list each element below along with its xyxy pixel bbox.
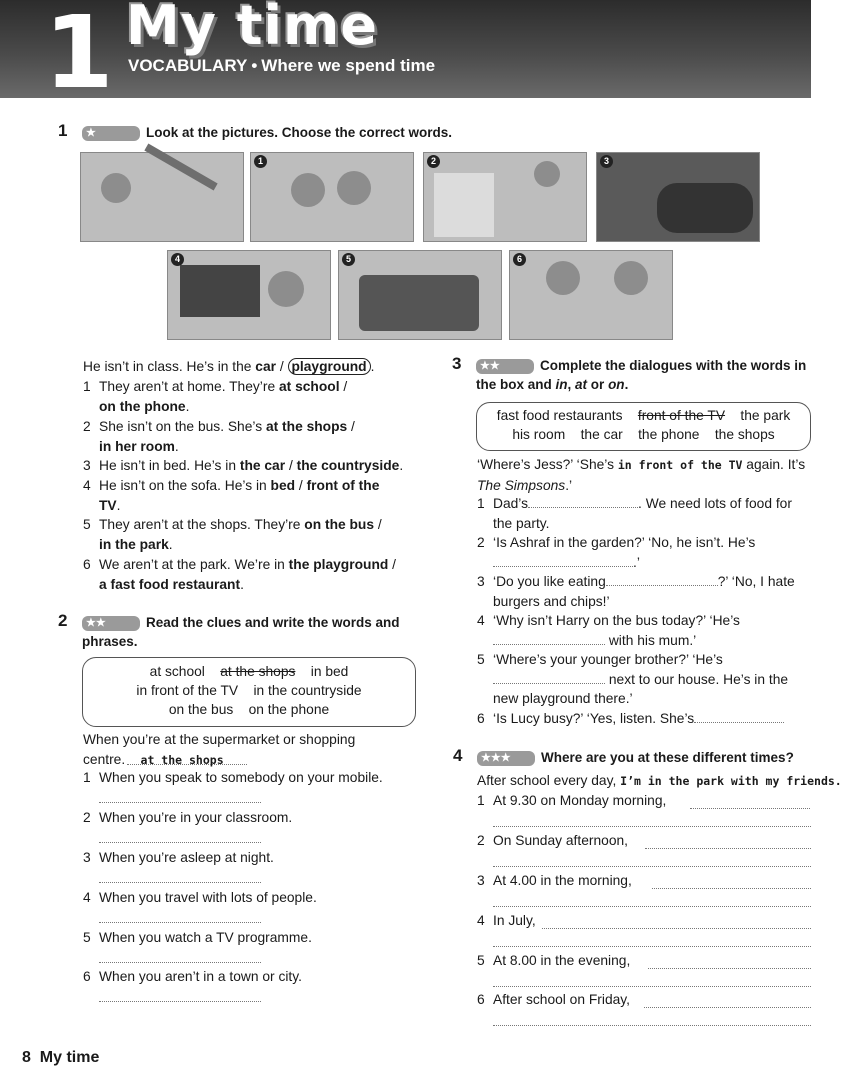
item-number: 6 xyxy=(477,711,485,726)
item-text: They aren’t at the shops. They’re xyxy=(99,517,305,532)
example-end: . xyxy=(370,359,375,374)
ex2-item-4 xyxy=(83,888,423,908)
item-text: He isn’t in bed. He’s in xyxy=(99,458,240,473)
item-text: Dad’s xyxy=(493,496,529,511)
picture-4-tv xyxy=(167,250,331,340)
box-word: at school xyxy=(149,664,205,679)
section-separator: • xyxy=(251,56,258,75)
option-2[interactable]: in the park xyxy=(99,536,169,552)
ex2-item-6 xyxy=(83,967,423,987)
item-text: When you’re asleep at night. xyxy=(99,850,274,865)
box-word: the car xyxy=(580,427,623,442)
example-answer: in front of the TV xyxy=(617,458,743,472)
item-number: 4 xyxy=(83,890,91,905)
item-text: ‘Where’s your younger brother?’ ‘He’s xyxy=(493,652,723,667)
answer-line xyxy=(127,764,247,765)
answer-line[interactable] xyxy=(493,946,811,947)
answer-line[interactable] xyxy=(690,808,810,809)
unit-header xyxy=(0,0,811,111)
item-number: 4 xyxy=(477,613,485,628)
exercise-3-instruction xyxy=(476,356,811,394)
picture-label: 5 xyxy=(342,253,355,266)
option-separator: / xyxy=(347,419,355,434)
picture-label: 4 xyxy=(171,253,184,266)
box-word: the park xyxy=(740,408,791,423)
option-1[interactable]: the playground xyxy=(288,557,389,572)
item-text: ‘Why isn’t Harry on the bus today?’ ‘He’s xyxy=(493,613,740,628)
item-end: . xyxy=(240,576,244,592)
box-word: in front of the TV xyxy=(136,683,239,698)
item-number: 2 xyxy=(83,419,91,434)
example-answer: I’m in the park with my friends. xyxy=(620,774,842,788)
exercise-4-example xyxy=(477,771,842,792)
box-word-used: at the shops xyxy=(220,664,296,679)
box-word-used: front of the TV xyxy=(637,408,726,423)
answer-line-2[interactable] xyxy=(99,842,261,843)
item-text-end: burgers and chips!’ xyxy=(493,593,610,609)
example-end: .’ xyxy=(565,477,573,493)
item-text: She isn’t on the bus. She’s xyxy=(99,419,266,434)
unit-number: 1 xyxy=(44,0,110,111)
item-number: 2 xyxy=(83,810,91,825)
instruction-word-in: in xyxy=(555,377,568,392)
item-number: 3 xyxy=(83,850,91,865)
answer-line-5[interactable] xyxy=(99,962,261,963)
item-number: 2 xyxy=(477,833,485,848)
ex2-item-5 xyxy=(83,928,423,948)
instruction-text-cont: the box and xyxy=(476,377,556,392)
example-answer: at the shops xyxy=(140,752,224,767)
option-2[interactable]: on the phone xyxy=(99,398,186,414)
item-text: We aren’t at the park. We’re in xyxy=(99,557,289,572)
difficulty-stars: ★★ xyxy=(82,616,140,631)
item-text-end: .’ xyxy=(633,554,640,570)
box-word: fast food restaurants xyxy=(496,408,623,423)
example-text-cont: centre. xyxy=(83,751,126,767)
item-text-cont: . We need lots of food for xyxy=(638,496,792,511)
item-number: 1 xyxy=(477,496,485,511)
item-text: After school on Friday, xyxy=(493,992,631,1007)
example-text: When you’re at the supermarket or shopping xyxy=(83,732,356,747)
ex1-item-1 xyxy=(83,377,423,417)
picture-2-shops xyxy=(423,152,587,242)
picture-5-bus xyxy=(338,250,502,340)
picture-1-school xyxy=(250,152,414,242)
answer-line[interactable] xyxy=(542,928,811,929)
item-text-end: with his mum.’ xyxy=(608,632,697,648)
difficulty-stars: ★★ xyxy=(476,359,534,374)
section-name: VOCABULARY xyxy=(128,56,248,75)
item-number: 4 xyxy=(83,478,91,493)
box-word: on the bus xyxy=(168,702,234,717)
item-number: 4 xyxy=(477,913,485,928)
item-text: At 4.00 in the morning, xyxy=(493,873,632,888)
exercise-2-number: 2 xyxy=(58,611,68,630)
answer-line[interactable] xyxy=(493,986,811,987)
option-1[interactable]: on the bus xyxy=(304,517,375,532)
item-number: 6 xyxy=(83,557,91,572)
answer-line-1[interactable] xyxy=(99,802,261,803)
answer-line[interactable] xyxy=(652,888,811,889)
item-text: When you’re in your classroom. xyxy=(99,810,293,825)
option-1[interactable]: the car xyxy=(239,458,286,473)
item-end: . xyxy=(174,438,179,454)
unit-title: My time xyxy=(126,0,378,57)
option-1[interactable]: bed xyxy=(270,478,296,493)
item-number: 1 xyxy=(83,770,91,785)
option-2[interactable]: in her room xyxy=(99,438,175,454)
ex1-item-6 xyxy=(83,555,423,595)
difficulty-stars: ★ xyxy=(82,126,140,141)
word-box-ex2 xyxy=(82,657,416,727)
instruction-text: Look at the pictures. Choose the correct words. xyxy=(146,125,453,140)
option-2-cont[interactable]: TV xyxy=(99,497,117,513)
option-1[interactable]: at school xyxy=(278,379,340,394)
exercise-4-instruction xyxy=(477,748,794,767)
answer-line[interactable] xyxy=(644,1007,811,1008)
answer-line[interactable] xyxy=(645,848,811,849)
item-number: 3 xyxy=(477,873,485,888)
exercise-1-example xyxy=(83,357,374,377)
item-end: . xyxy=(168,536,173,552)
answer-line[interactable] xyxy=(493,866,811,867)
item-end: . xyxy=(116,497,121,513)
answer-line-6[interactable] xyxy=(99,1001,261,1002)
item-text: ‘Do you like eating xyxy=(493,574,606,589)
footer-title: My time xyxy=(39,1049,100,1066)
picture-label: 2 xyxy=(427,155,440,168)
option-separator: / xyxy=(295,478,307,493)
option-1[interactable]: at the shops xyxy=(265,419,348,434)
exercise-4-number: 4 xyxy=(453,746,463,765)
ex1-item-2 xyxy=(83,417,423,457)
example-text: ‘Where’s Jess?’ ‘She’s xyxy=(477,457,618,472)
item-text: On Sunday afternoon, xyxy=(493,833,628,848)
ex2-item-1 xyxy=(83,768,423,788)
option-1[interactable]: car xyxy=(255,359,276,374)
instruction-word-at: at xyxy=(575,377,588,392)
option-separator: / xyxy=(285,458,297,473)
section-topic: Where we spend time xyxy=(261,56,436,75)
option-separator: / xyxy=(388,557,396,572)
answer-line-4[interactable] xyxy=(99,922,261,923)
box-word: on the phone xyxy=(248,702,330,717)
box-word: the shops xyxy=(714,427,775,442)
instruction-end: . xyxy=(624,377,629,392)
exercise-1-instruction xyxy=(82,123,452,142)
ex3-item-2 xyxy=(477,533,811,573)
option-2[interactable]: a fast food restaurant xyxy=(99,576,241,592)
example-text-cont: again. It’s xyxy=(742,457,806,472)
picture-label: 1 xyxy=(254,155,267,168)
example-text: After school every day, xyxy=(477,773,621,788)
item-text-cont: next to our house. He’s in the xyxy=(608,671,789,687)
item-number: 6 xyxy=(477,992,485,1007)
item-number: 5 xyxy=(83,517,91,532)
option-separator: / xyxy=(276,359,288,374)
picture-example-playground xyxy=(80,152,244,242)
ex3-item-6 xyxy=(477,709,811,729)
instruction-text: Where are you at these different times? xyxy=(541,750,794,765)
item-text: At 8.00 in the evening, xyxy=(493,953,631,968)
section-heading xyxy=(128,56,435,76)
instruction-text: Read the clues and write the words and xyxy=(146,615,400,630)
instruction-text: Complete the dialogues with the words in xyxy=(540,358,807,373)
instruction-word-on: on xyxy=(608,377,625,392)
ex1-item-3 xyxy=(83,456,428,476)
item-end: . xyxy=(399,458,404,473)
option-2[interactable]: the countryside xyxy=(296,458,400,473)
page-footer xyxy=(22,1049,99,1067)
item-text: ‘Is Ashraf in the garden?’ ‘No, he isn’t. He’s xyxy=(493,535,756,550)
option-2-circled[interactable]: playground xyxy=(288,358,371,375)
item-text-end: new playground there.’ xyxy=(493,691,633,706)
option-2[interactable]: front of the xyxy=(306,478,380,493)
item-number: 6 xyxy=(83,969,91,984)
option-separator: / xyxy=(339,379,348,394)
item-text: He isn’t on the sofa. He’s in xyxy=(99,478,271,493)
item-text: When you watch a TV programme. xyxy=(99,930,312,945)
exercise-2-instruction xyxy=(82,613,422,651)
instruction-comma: , xyxy=(567,377,576,392)
ex3-item-1 xyxy=(477,494,811,534)
picture-label: 6 xyxy=(513,253,526,266)
answer-line[interactable] xyxy=(493,826,811,827)
ex3-item-3 xyxy=(477,572,811,612)
ex2-item-3 xyxy=(83,848,423,868)
item-text: They aren’t at home. They’re xyxy=(99,379,279,394)
example-text: He isn’t in class. He’s in the xyxy=(83,359,256,374)
item-number: 3 xyxy=(83,458,91,473)
item-text-cont: ?’ ‘No, I hate xyxy=(717,574,795,589)
word-box-ex3 xyxy=(476,402,811,451)
item-number: 1 xyxy=(83,379,91,394)
instruction-or: or xyxy=(587,377,609,392)
option-separator: / xyxy=(374,517,382,532)
answer-line-3[interactable] xyxy=(99,882,261,883)
answer-line[interactable] xyxy=(493,906,811,907)
item-text: When you travel with lots of people. xyxy=(99,890,317,905)
instruction-text-cont: phrases. xyxy=(82,634,138,649)
picture-label: 3 xyxy=(600,155,613,168)
ex1-item-5 xyxy=(83,515,423,555)
box-word: the phone xyxy=(638,427,700,442)
item-text: When you aren’t in a town or city. xyxy=(99,969,302,984)
ex3-item-4 xyxy=(477,611,811,651)
item-text: At 9.30 on Monday morning, xyxy=(493,793,667,808)
item-number: 5 xyxy=(83,930,91,945)
box-word: his room xyxy=(512,427,566,442)
ex2-item-2 xyxy=(83,808,423,828)
ex3-item-5 xyxy=(477,650,811,710)
ex1-item-4 xyxy=(83,476,423,516)
difficulty-stars: ★★★ xyxy=(477,751,535,766)
example-show-title: The Simpsons xyxy=(477,477,566,493)
item-text-end: the party. xyxy=(493,515,550,531)
item-text: In July, xyxy=(493,913,536,928)
item-number: 5 xyxy=(477,652,485,667)
item-text: When you speak to somebody on your mobile. xyxy=(99,770,383,785)
exercise-1-number: 1 xyxy=(58,121,68,140)
item-end: . xyxy=(185,398,190,414)
picture-3-car xyxy=(596,152,760,242)
answer-line[interactable] xyxy=(648,968,811,969)
answer-line[interactable] xyxy=(493,1025,811,1026)
picture-6-restaurant xyxy=(509,250,673,340)
box-word: in bed xyxy=(310,664,349,679)
item-number: 5 xyxy=(477,953,485,968)
page-number: 8 xyxy=(22,1049,31,1066)
exercise-3-example xyxy=(477,455,811,495)
exercise-3-number: 3 xyxy=(452,354,462,373)
box-word: in the countryside xyxy=(253,683,362,698)
item-number: 2 xyxy=(477,535,485,550)
item-number: 1 xyxy=(477,793,485,808)
item-text: ‘Is Lucy busy?’ ‘Yes, listen. She’s xyxy=(493,711,695,726)
item-number: 3 xyxy=(477,574,485,589)
